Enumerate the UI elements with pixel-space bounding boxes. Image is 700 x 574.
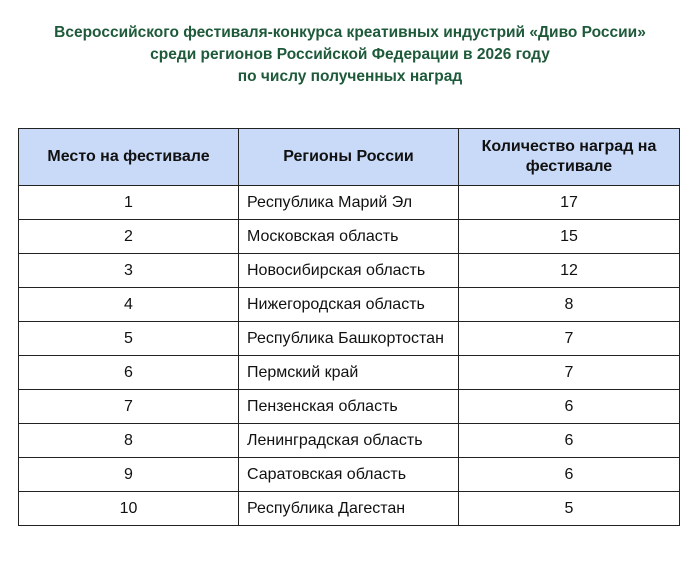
region-cell: Пермский край (239, 356, 459, 390)
awards-cell: 6 (459, 424, 680, 458)
title-line-2: среди регионов Российской Федерации в 2026 году (150, 46, 550, 63)
place-cell: 10 (19, 492, 239, 526)
header-place: Место на фестивале (19, 129, 239, 186)
region-cell: Пензенская область (239, 390, 459, 424)
awards-cell: 7 (459, 356, 680, 390)
awards-cell: 8 (459, 288, 680, 322)
region-cell: Республика Марий Эл (239, 186, 459, 220)
region-cell: Саратовская область (239, 458, 459, 492)
place-cell: 2 (19, 220, 239, 254)
region-cell: Новосибирская область (239, 254, 459, 288)
ratings-table (18, 128, 680, 526)
table-row (19, 254, 680, 288)
table-row (19, 220, 680, 254)
awards-cell: 15 (459, 220, 680, 254)
title-line-3: по числу полученных наград (237, 68, 463, 85)
place-cell: 6 (19, 356, 239, 390)
page-title (0, 22, 700, 88)
place-cell: 9 (19, 458, 239, 492)
title-line-1: Всероссийского фестиваля-конкурса креативных индустрий «Диво России» (54, 24, 646, 41)
table-row (19, 356, 680, 390)
awards-cell: 12 (459, 254, 680, 288)
header-region: Регионы России (239, 129, 459, 186)
region-cell: Московская область (239, 220, 459, 254)
place-cell: 7 (19, 390, 239, 424)
header-awards: Количество наград на фестивале (459, 129, 680, 186)
place-cell: 4 (19, 288, 239, 322)
region-cell: Республика Дагестан (239, 492, 459, 526)
region-cell: Республика Башкортостан (239, 322, 459, 356)
place-cell: 1 (19, 186, 239, 220)
place-cell: 5 (19, 322, 239, 356)
awards-cell: 17 (459, 186, 680, 220)
table-header-row (19, 129, 680, 186)
awards-cell: 7 (459, 322, 680, 356)
table-row (19, 322, 680, 356)
table-row (19, 288, 680, 322)
region-cell: Нижегородская область (239, 288, 459, 322)
table-row (19, 424, 680, 458)
table-row (19, 186, 680, 220)
table-row (19, 390, 680, 424)
awards-cell: 6 (459, 390, 680, 424)
awards-cell: 5 (459, 492, 680, 526)
region-cell: Ленинградская область (239, 424, 459, 458)
place-cell: 8 (19, 424, 239, 458)
place-cell: 3 (19, 254, 239, 288)
table-row (19, 458, 680, 492)
table-row (19, 492, 680, 526)
awards-cell: 6 (459, 458, 680, 492)
